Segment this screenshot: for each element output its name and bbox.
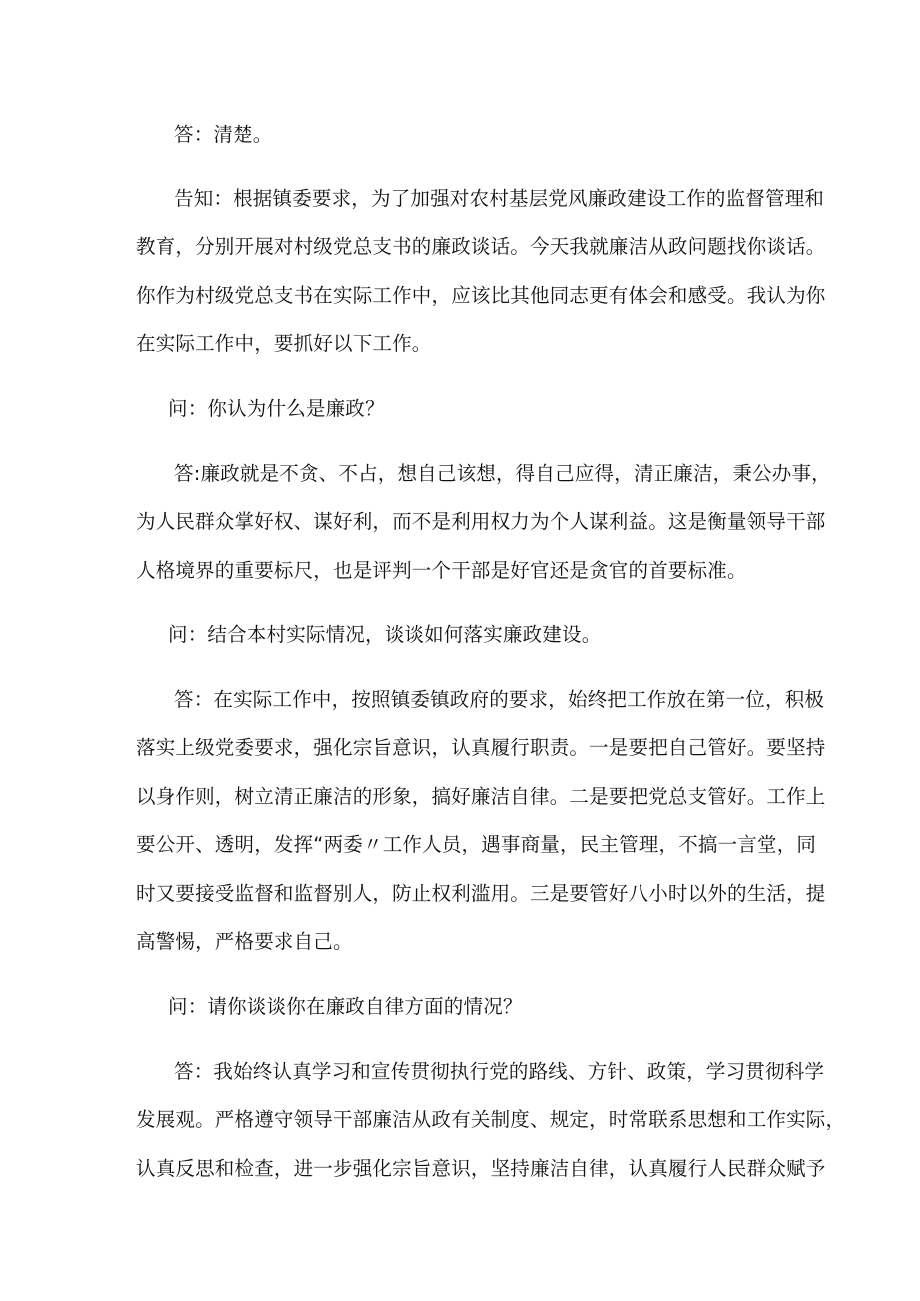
answer-2-line-1: 答:廉政就是不贪、不占，想自己该想，得自己应得，清正廉洁，秉公办事， [174,462,831,485]
answer-2-line-2: 为人民群众掌好权、谋好利，而不是利用权力为个人谋利益。这是衡量领导干部 [136,510,826,533]
answer-3-line-4: 要公开、透明，发挥“两委〃工作人员，遇事商量，民主管理，不搞一言堂，同 [136,833,817,856]
answer-3-line-3: 以身作则，树立清正廉洁的形象，搞好廉洁自律。二是要把党总支管好。工作上 [136,785,826,808]
notice-line-3: 你作为村级党总支书在实际工作中，应该比其他同志更有体会和感受。我认为你 [136,284,826,307]
answer-3-line-5: 时又要接受监督和监督别人，防止权利滥用。三是要管好八小时以外的生活，提 [136,882,826,905]
answer-3-line-6: 高警惕，严格要求自己。 [136,930,353,953]
notice-line-4: 在实际工作中，要抓好以下工作。 [136,332,432,355]
answer-4-line-1: 答：我始终认真学习和宣传贯彻执行党的路线、方针、政策，学习贯彻科学 [174,1060,825,1083]
answer-4-line-3: 认真反思和检查，进一步强化宗旨意识，坚持廉洁自律，认真履行人民群众赋予 [136,1157,826,1180]
answer-4-line-2: 发展观。严格遵守领导干部廉洁从政有关制度、规定，时常联系思想和工作实际， [136,1108,846,1131]
notice-line-2: 教育，分别开展对村级党总支书的廉政谈话。今天我就廉洁从政问题找你谈话。 [136,235,826,258]
question-1: 问：你认为什么是廉政？ [168,397,385,420]
answer-3-line-1: 答：在实际工作中，按照镇委镇政府的要求，始终把工作放在第一位，积极 [174,688,825,711]
question-3: 问：请你谈谈你在廉政自律方面的情况？ [168,995,523,1018]
answer-3-line-2: 落实上级党委要求，强化宗旨意识，认真履行职责。一是要把自己管好。要坚持 [136,736,826,759]
notice-line-1: 告知：根据镇委要求，为了加强对农村基层党风廉政建设工作的监督管理和 [174,187,825,210]
answer-line-1: 答：清楚。 [174,123,273,146]
question-2: 问：结合本村实际情况，谈谈如何落实廉政建设。 [168,623,602,646]
answer-2-line-3: 人格境界的重要标尺，也是评判一个干部是好官还是贪官的首要标准。 [136,559,747,582]
